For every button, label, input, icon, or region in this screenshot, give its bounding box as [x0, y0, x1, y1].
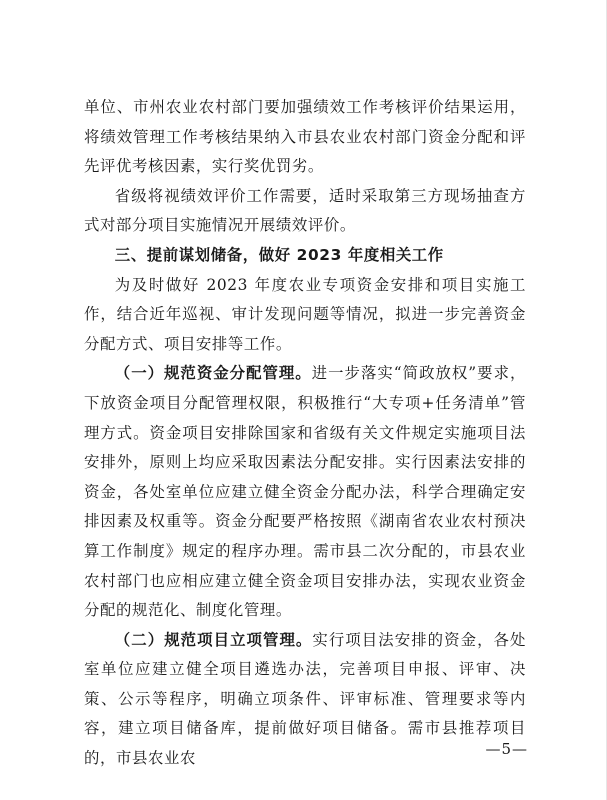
subsection-lead: （一）规范资金分配管理。 — [114, 364, 312, 383]
paragraph-text: 实行项目法安排的资金，各处室单位应建立健全项目遴选办法，完善项目申报、评审、决策、公示等程序，明确立项条件、评审标准、管理要求等内容，建立项目储备库，提前做好项目储备。需市县推荐项目的，市县农业农 — [84, 630, 526, 768]
paragraph — [84, 93, 526, 182]
document-body — [84, 93, 526, 774]
paragraph-text: 进一步落实“简政放权”要求，下放资金项目分配管理权限，积极推行“大专项+任务清单”管理方式。资金项目安排除国家和省级有关文件规定实施项目法安排外，原则上均应采取因素法分配安排。实行因素法安排的资金，各处室单位应建立健全资金分配办法，科学合理确定安排因素及权重等。资金分配要严格按照《湖南省农业农村预决算工作制度》规定的程序办理。需市县二次分配的，市县农业农村部门也应相应建立健全资金项目安排办法，实现农业资金分配的规范化、制度化管理。 — [84, 364, 526, 620]
paragraph-text: 为及时做好 2023 年度农业专项资金安排和项目实施工作，结合近年巡视、审计发现问题等情况，拟进一步完善资金分配方式、项目安排等工作。 — [84, 275, 526, 353]
paragraph-text: 省级将视绩效评价工作需要，适时采取第三方现场抽查方式对部分项目实施情况开展绩效评价。 — [84, 186, 526, 235]
paragraph — [84, 271, 526, 360]
paragraph — [84, 182, 526, 241]
section-heading-text: 三、提前谋划储备，做好 2023 年度相关工作 — [114, 245, 444, 264]
paragraph — [84, 626, 526, 774]
paragraph — [84, 359, 526, 625]
section-heading — [84, 241, 526, 271]
page-number: —5— — [485, 740, 528, 758]
subsection-lead: （二）规范项目立项管理。 — [114, 630, 313, 649]
paragraph-text: 单位、市州农业农村部门要加强绩效工作考核评价结果运用，将绩效管理工作考核结果纳入市县农业农村部门资金分配和评先评优考核因素，实行奖优罚劣。 — [84, 98, 526, 176]
